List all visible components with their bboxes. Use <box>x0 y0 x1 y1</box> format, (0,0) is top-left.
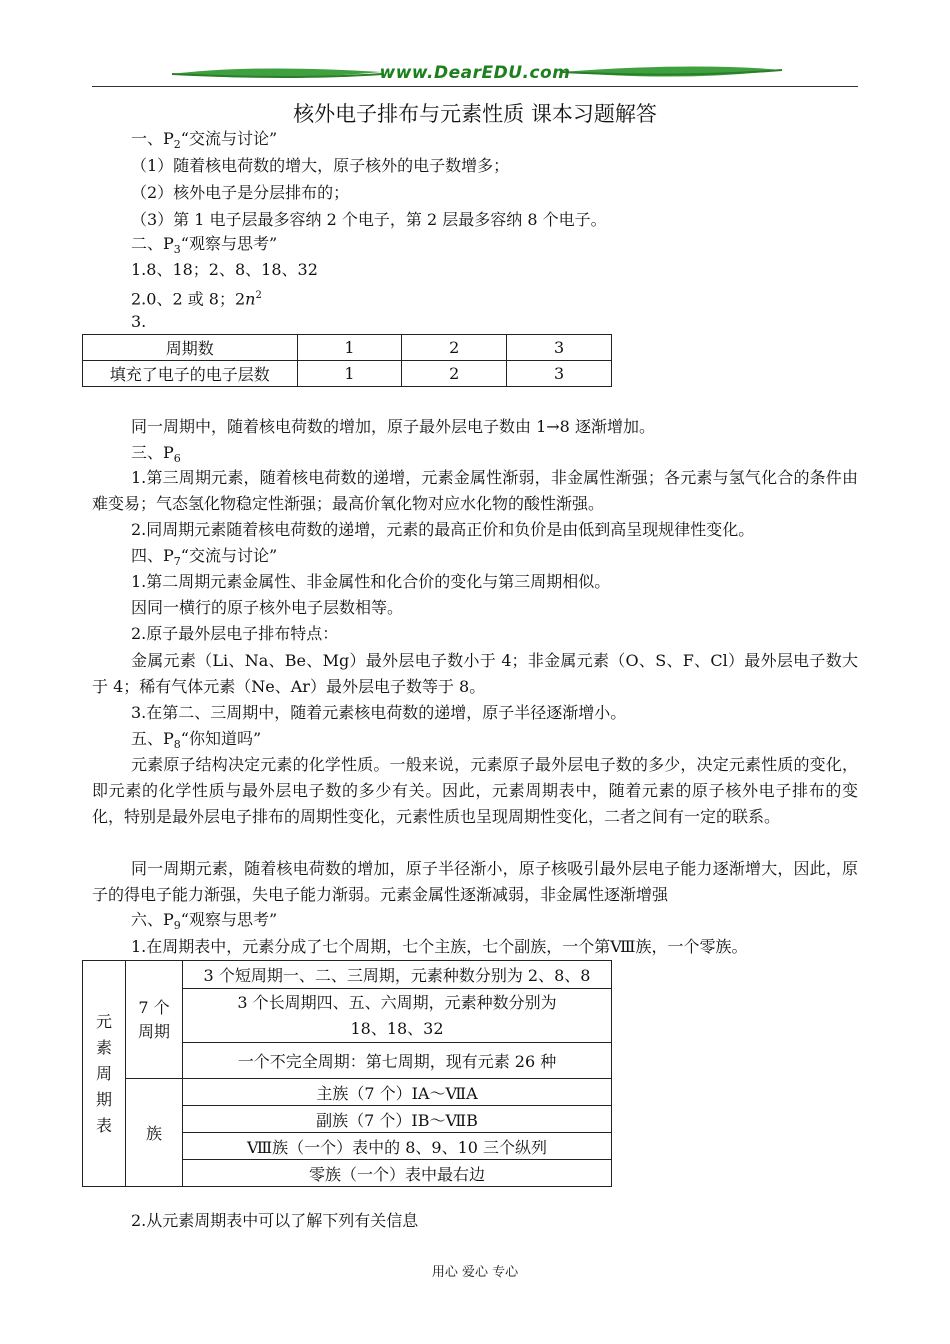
s2-answer-3: 3. <box>131 312 147 331</box>
s2-conclusion: 同一周期中，随着核电荷数的增加，原子最外层电子数由 1→8 逐渐增加。 <box>131 417 655 436</box>
group-cell: 零族（一个）表中最右边 <box>183 1160 612 1187</box>
header-rule <box>92 86 858 87</box>
period-cell: 3 个短周期一、二、三周期，元素种数分别为 2、8、8 <box>183 961 612 989</box>
table-row <box>83 1079 612 1106</box>
table-cell: 2 <box>402 335 507 361</box>
group-cell: Ⅷ族（一个）表中的 8、9、10 三个纵列 <box>183 1133 612 1160</box>
s4-paragraph-2: 因同一横行的原子核外电子层数相等。 <box>131 598 404 617</box>
s3-paragraph-1: 1.第三周期元素，随着核电荷数的递增，元素金属性渐弱，非金属性渐强；各元素与氢气化合的条件由难变易；气态氢化物稳定性渐强；最高价氧化物对应水化物的酸性渐强。 <box>92 468 858 513</box>
table-cell: 1 <box>297 335 402 361</box>
s3-heading: 三、$P_6$ <box>131 443 181 466</box>
s4-paragraph-4: 金属元素（Li、Na、Be、Mg）最外层电子数小于 4；非金属元素（O、S、F、Cl）最外层电子数大于 4；稀有气体元素（Ne、Ar）最外层电子数等于 8。 <box>92 651 858 696</box>
s6-heading: 六、$P_9“$观察与思考” <box>131 910 278 933</box>
s4-paragraph-1: 1.第二周期元素金属性、非金属性和化合价的变化与第三周期相似。 <box>131 572 611 591</box>
group-cell: 主族（7 个）ⅠA～ⅦA <box>183 1079 612 1106</box>
table-cell: 填充了电子的电子层数 <box>83 361 298 387</box>
s6-paragraph-1: 1.在周期表中，元素分成了七个周期，七个主族，七个副族，一个第Ⅷ族，一个零族。 <box>131 937 748 956</box>
table-cell: 3 <box>507 361 612 387</box>
table-cell: 周期数 <box>83 335 298 361</box>
s1-item-2: （2）核外电子是分层排布的； <box>131 183 350 202</box>
s4-heading: 四、$P_7“$交流与讨论” <box>131 546 278 569</box>
table-cell: 2 <box>402 361 507 387</box>
s5-paragraph-1: 元素原子结构决定元素的化学性质。一般来说，元素原子最外层电子数的多少，决定元素性质的变化，即元素的化学性质与最外层电子数的多少有关。因此，元素周期表中，随着元素的原子核外电子排布的变化，特别是最外层电子排布的周期性变化，元素性质也呈现周期性变化，二者之间有一定的联系。 <box>92 755 858 826</box>
table-cell: 3 <box>507 335 612 361</box>
periodic-table-structure <box>82 960 612 1187</box>
period-label-cell: 7 个 周期 <box>126 961 183 1079</box>
site-url: www.DearEDU.com <box>379 63 571 83</box>
s6-paragraph-2: 2.从元素周期表中可以了解下列有关信息 <box>131 1211 419 1230</box>
s1-heading: 一、$P_2“$交流与讨论” <box>131 129 278 152</box>
s4-paragraph-3: 2.原子最外层电子排布特点： <box>131 624 339 643</box>
table-row <box>83 335 612 361</box>
root-cell: 元 素 周 期 表 <box>83 961 126 1187</box>
s1-item-1: （1）随着核电荷数的增大，原子核外的电子数增多； <box>131 156 510 175</box>
page-title: 核外电子排布与元素性质 课本习题解答 <box>293 102 657 126</box>
s5-paragraph-2: 同一周期元素，随着核电荷数的增加，原子半径渐小，原子核吸引最外层电子能力逐渐增大，因此，原子的得电子能力渐强，失电子能力渐弱。元素金属性逐渐减弱，非金属性逐渐增强 <box>92 859 858 904</box>
page-footer: 用心 爱心 专心 <box>431 1265 519 1280</box>
group-label-cell: 族 <box>126 1079 183 1187</box>
s1-item-3: （3）第 1 电子层最多容纳 2 个电子，第 2 层最多容纳 8 个电子。 <box>131 210 607 229</box>
period-cell: 3 个长周期四、五、六周期，元素种数分别为 18、18、32 <box>183 989 612 1043</box>
s2-answer-1: 1.8、18；2、8、18、32 <box>131 260 318 279</box>
s3-paragraph-2: 2.同周期元素随着核电荷数的递增，元素的最高正价和负价是由低到高呈现规律性变化。 <box>131 520 755 539</box>
period-shell-table <box>82 334 612 387</box>
s2-heading: 二、$P_3“$观察与思考” <box>131 234 278 257</box>
period-cell: 一个不完全周期：第七周期，现有元素 26 种 <box>183 1043 612 1079</box>
table-row <box>83 361 612 387</box>
s5-heading: 五、$P_8“$你知道吗” <box>131 729 262 752</box>
s4-paragraph-5: 3.在第二、三周期中，随着元素核电荷数的递增，原子半径逐渐增小。 <box>131 703 627 722</box>
s2-answer-2: 2.0、2 或 8；$2n^2$ <box>131 289 262 309</box>
group-cell: 副族（7 个）ⅠB～ⅦB <box>183 1106 612 1133</box>
table-cell: 1 <box>297 361 402 387</box>
table-row <box>83 961 612 989</box>
